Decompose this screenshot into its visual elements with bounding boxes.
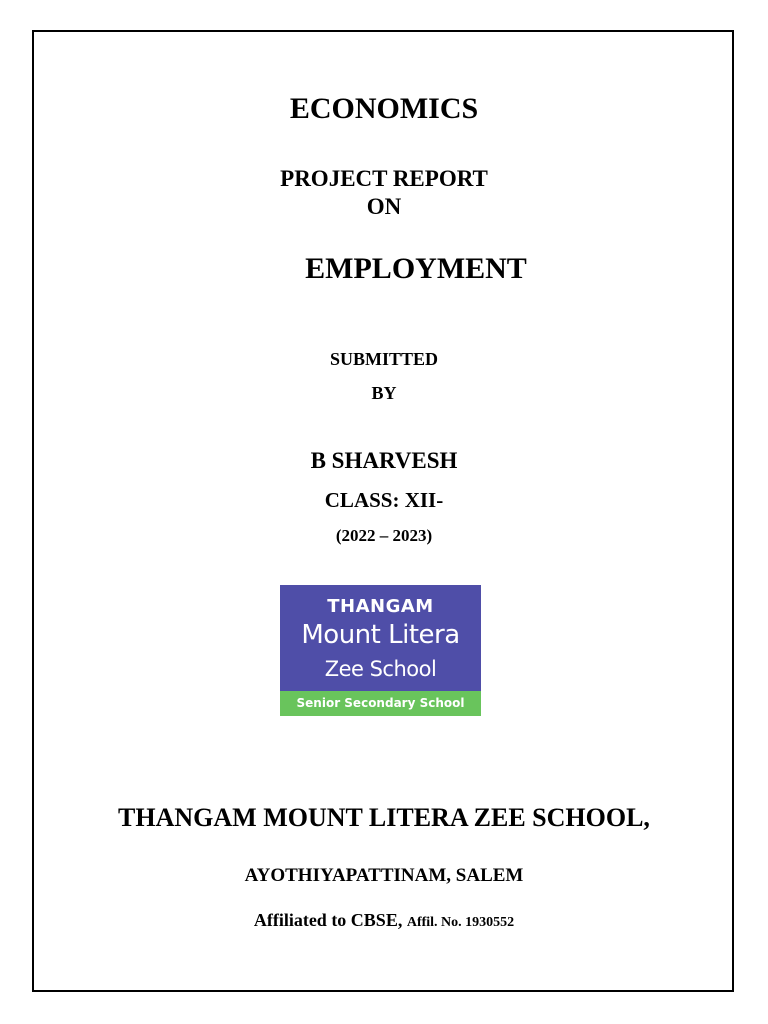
submitted-label: SUBMITTED (329, 349, 439, 369)
report-heading: PROJECT REPORT (280, 166, 488, 191)
subject-title: ECONOMICS (289, 92, 479, 125)
logo-line-thangam: THANGAM (327, 596, 434, 617)
student-name: B SHARVESH (310, 448, 458, 473)
logo-line-senior-secondary: Senior Secondary School (296, 696, 465, 710)
school-name: THANGAM MOUNT LITERA ZEE SCHOOL, (118, 803, 650, 832)
academic-year: (2022 – 2023) (335, 526, 433, 545)
by-label: BY (371, 383, 397, 403)
logo-line-mount-litera: Mount Litera (301, 620, 460, 650)
report-topic: EMPLOYMENT (305, 252, 527, 285)
logo-band (280, 691, 481, 716)
affiliation-number: Affil. No. 1930552 (406, 915, 515, 930)
report-on-line: ON (366, 194, 402, 219)
class-label: CLASS: XII- (324, 488, 444, 512)
school-logo (280, 585, 481, 716)
school-location: AYOTHIYAPATTINAM, SALEM (244, 865, 524, 886)
affiliation-text: Affiliated to CBSE, (253, 910, 403, 930)
school-affiliation (0, 911, 768, 930)
logo-line-zee-school: Zee School (324, 657, 437, 681)
